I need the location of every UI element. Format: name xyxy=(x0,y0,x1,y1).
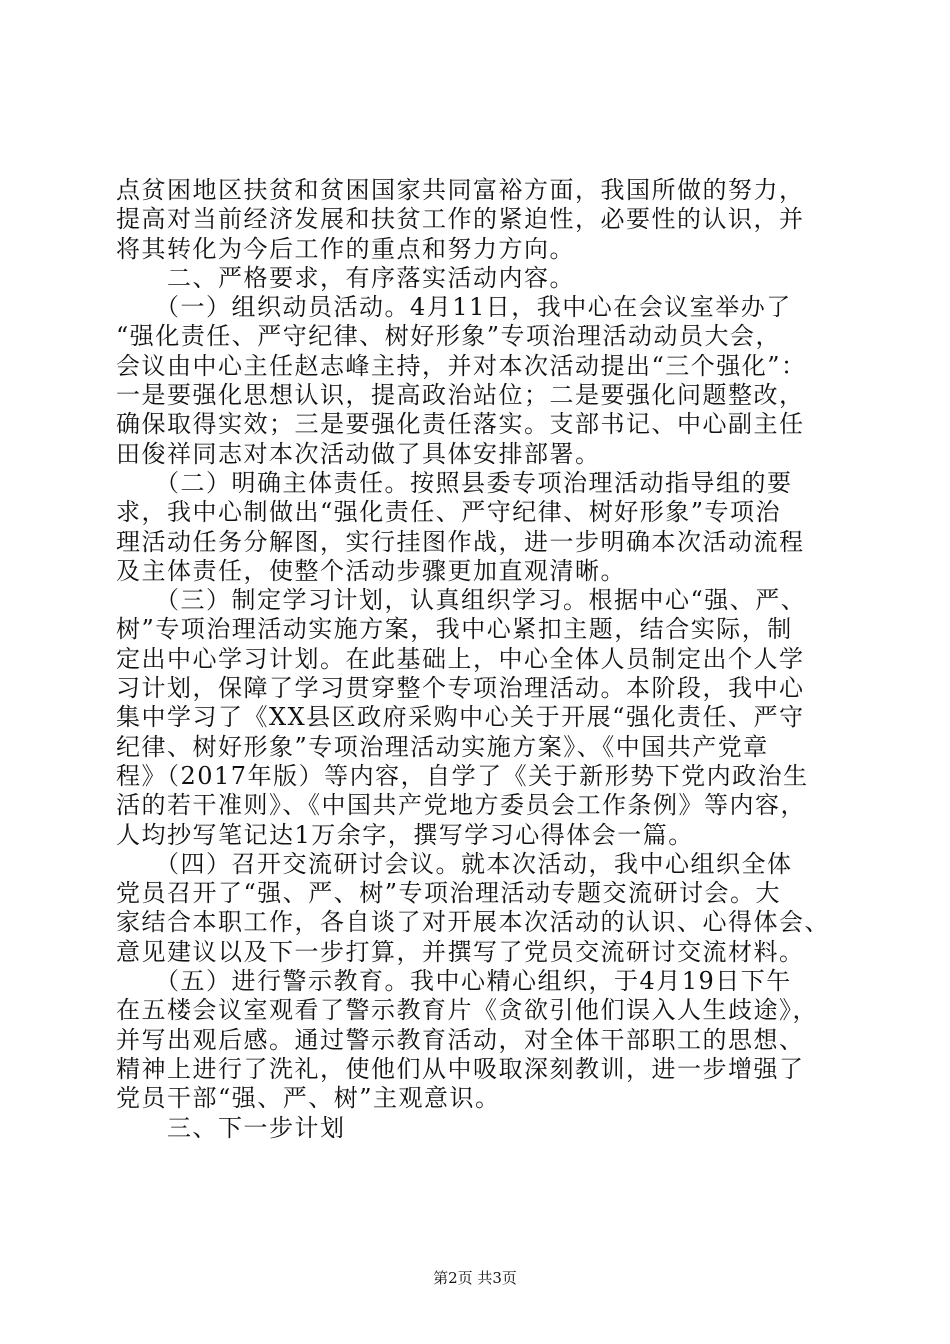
text-line: 党员干部“强、严、树”主观意识。 xyxy=(116,1084,501,1113)
text-line: 二、严格要求，有序落实活动内容。 xyxy=(116,263,575,292)
text-line: 及主体责任，使整个活动步骤更加直观清晰。 xyxy=(116,556,626,585)
text-line: 意见建议以及下一步打算，并撰写了党员交流研讨交流材料。 xyxy=(116,937,805,966)
text-line: （二）明确主体责任。按照县委专项治理活动指导组的要 xyxy=(116,468,793,497)
text-line: 点贫困地区扶贫和贫困国家共同富裕方面，我国所做的努力， xyxy=(116,176,805,204)
text-line: 人均抄写笔记达1万余字，撰写学习心得体会一篇。 xyxy=(116,820,694,849)
text-line: 提高对当前经济发展和扶贫工作的紧迫性，必要性的认识，并 xyxy=(116,205,805,234)
text-line: （五）进行警示教育。我中心精心组织，于4月19日下午 xyxy=(116,967,792,996)
text-line: （四）召开交流研讨会议。就本次活动，我中心组织全体 xyxy=(116,849,793,878)
page-footer: 第2页 共3页 xyxy=(433,1269,517,1287)
text-line: 定出中心学习计划。在此基础上，中心全体人员制定出个人学 xyxy=(116,644,805,673)
text-line: 树”专项治理活动实施方案，我中心紧扣主题，结合实际，制 xyxy=(116,615,793,644)
text-line: （三）制定学习计划，认真组织学习。根据中心“强、严、 xyxy=(116,586,807,615)
text-line: 家结合本职工作，各自谈了对开展本次活动的认识、心得体会、 xyxy=(116,908,830,937)
text-line: 田俊祥同志对本次活动做了具体安排部署。 xyxy=(116,439,601,468)
text-line: 纪律、树好形象”专项治理活动实施方案》、《中国共产党章 xyxy=(116,732,769,761)
text-line: 确保取得实效；三是要强化责任落实。支部书记、中心副主任 xyxy=(116,410,805,439)
text-line: （一）组织动员活动。4月11日，我中心在会议室举办了 xyxy=(116,293,792,322)
document-body xyxy=(116,176,836,1143)
text-line: 精神上进行了洗礼，使他们从中吸取深刻教训，进一步增强了 xyxy=(116,1054,805,1083)
text-line: 一是要强化思想认识，提高政治站位；二是要强化问题整改， xyxy=(116,381,805,410)
text-line: 程》（2017年版）等内容，自学了《关于新形势下党内政治生 xyxy=(116,761,809,790)
text-line: 习计划，保障了学习贯穿整个专项治理活动。本阶段，我中心 xyxy=(116,674,805,703)
text-line: 并写出观后感。通过警示教育活动，对全体干部职工的思想、 xyxy=(116,1025,805,1054)
text-line: 将其转化为今后工作的重点和努力方向。 xyxy=(116,234,575,263)
text-line: 三、下一步计划 xyxy=(116,1113,346,1142)
text-line: 理活动任务分解图，实行挂图作战，进一步明确本次活动流程 xyxy=(116,527,805,556)
text-line: 在五楼会议室观看了警示教育片《贪欲引他们误入人生歧途》， xyxy=(116,996,818,1025)
text-line: 党员召开了“强、严、树”专项治理活动专题交流研讨会。大 xyxy=(116,879,782,908)
text-line: 活的若干准则》、《中国共产党地方委员会工作条例》等内容， xyxy=(116,791,806,820)
text-line: “强化责任、严守纪律、树好形象”专项治理活动动员大会， xyxy=(116,322,782,351)
text-line: 集中学习了《XX县区政府采购中心关于开展“强化责任、严守 xyxy=(116,703,805,732)
text-line: 会议由中心主任赵志峰主持，并对本次活动提出“三个强化”： xyxy=(116,351,807,380)
text-line: 求，我中心制做出“强化责任、严守纪律、树好形象”专项治 xyxy=(116,498,782,527)
